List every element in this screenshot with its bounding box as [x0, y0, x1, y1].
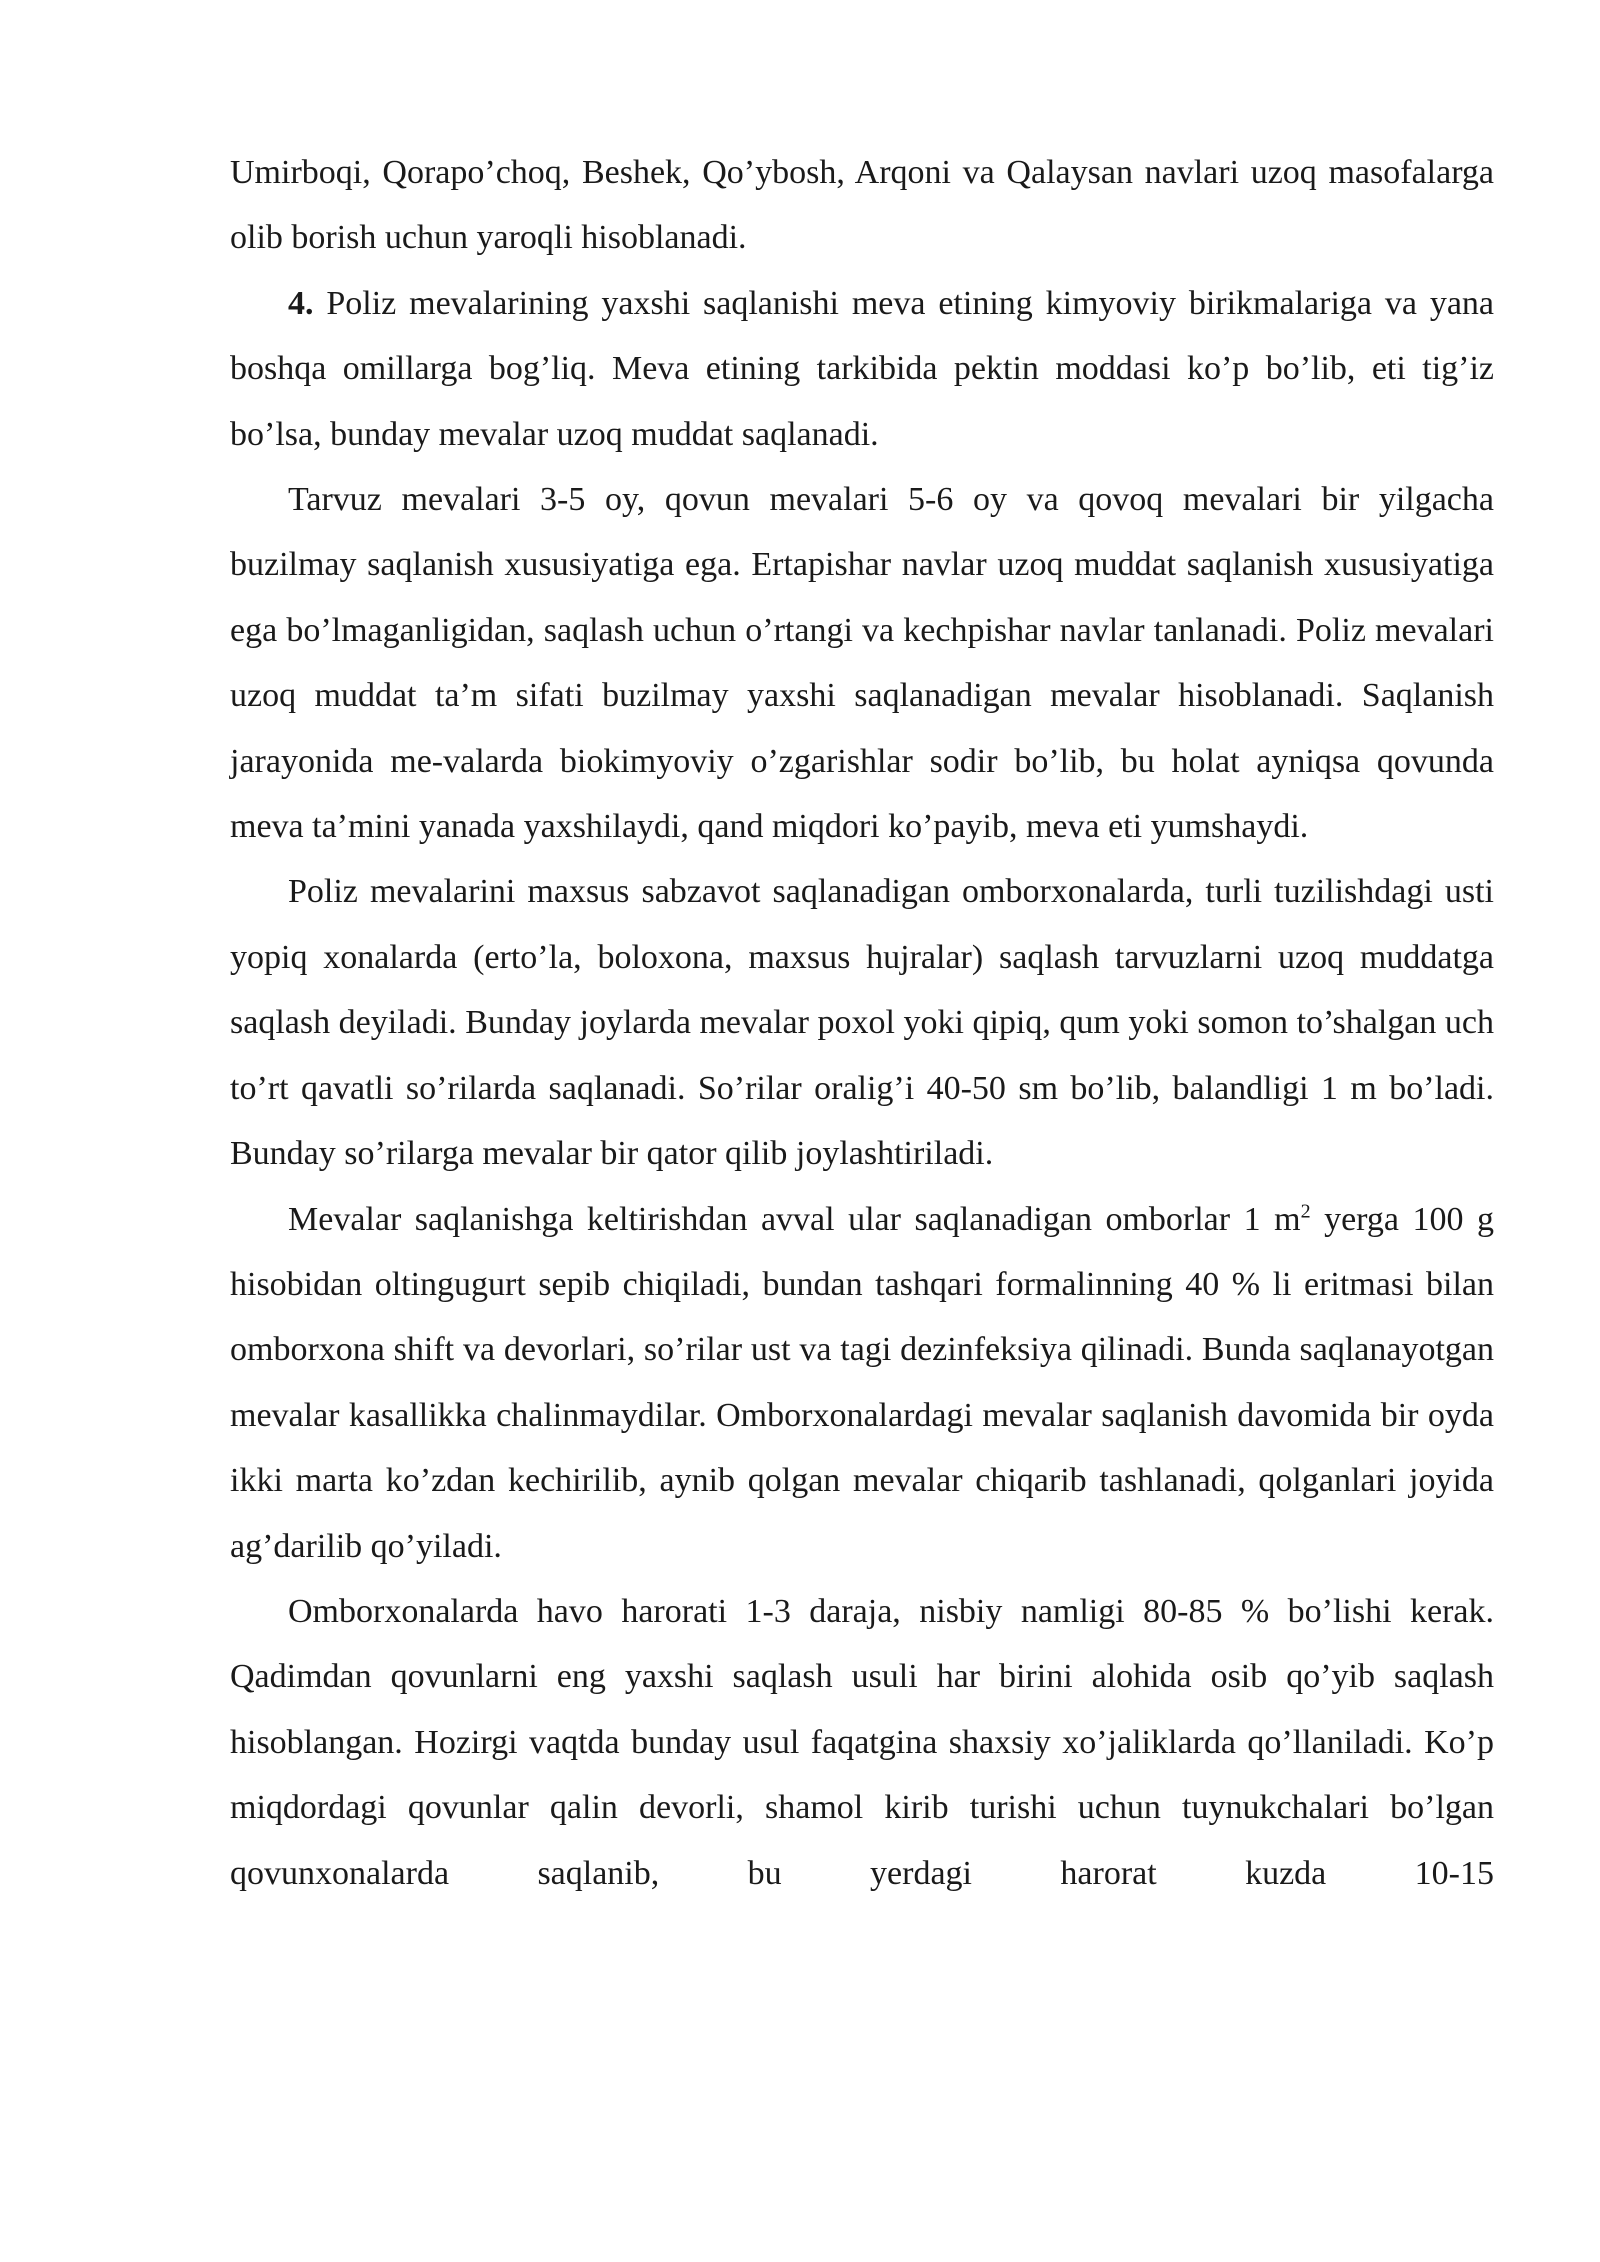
paragraph-2-text: Poliz mevalarining yaxshi saqlanishi meva etining kimyoviy birikmalariga va yana boshqa omillarga bog’liq. Meva etining tarkibida pektin moddasi ko’p bo’lib, eti tig’iz bo’lsa, bunday mevalar uzoq muddat saqlanadi. [230, 284, 1494, 453]
paragraph-1: Umirboqi, Qorapo’choq, Beshek, Qo’ybosh, Arqoni va Qalaysan navlari uzoq masofalarga olib borish uchun yaroqli hisoblanadi. [230, 154, 1494, 257]
paragraph-5 [230, 1187, 1494, 1579]
paragraph-6: Omborxonalarda havo harorati 1-3 daraja, nisbiy namligi 80-85 % bo’lishi kerak. Qadimdan qovunlarni eng yaxshi saqlash usuli har birini alohida osib qo’yib saqlash hisoblangan. Hozirgi vaqtda bunday usul faqatgina shaxsiy xo’jaliklarda qo’llaniladi. Ko’p miqdordagi qovunlar qalin devorli, shamol kirib turishi uchun tuynukchalari bo’lgan qovunxonalarda saqlanib, bu yerdagi harorat kuzda 10-15 [230, 1592, 1494, 1892]
paragraph-5-text-a: Mevalar saqlanishga keltirishdan avval ular saqlanadigan omborlar 1 m [288, 1200, 1301, 1238]
paragraph-5-text-b: yerga 100 g hisobidan oltingugurt sepib chiqiladi, bundan tashqari formalinning 40 % li eritmasi bilan omborxona shift va devorlari, so’rilar ust va tagi dezinfeksiya qilinadi. Bunda saqlanayotgan mevalar kasallikka chalinmaydilar. Omborxonalardagi mevalar saqlanish davomida bir oyda ikki marta ko’zdan kechirilib, aynib qolgan mevalar chiqarib tashlanadi, qolganlari joyida ag’darilib qo’yiladi. [230, 1200, 1494, 1565]
paragraph-3: Tarvuz mevalari 3-5 oy, qovun mevalari 5-6 oy va qovoq mevalari bir yilgacha buzilmay saqlanish xususiyatiga ega. Ertapishar navlar uzoq muddat saqlanish xususiyatiga ega bo’lmaganligidan, saqlash uchun o’rtangi va kechpishar navlar tanlanadi. Poliz mevalari uzoq muddat ta’m sifati buzilmay yaxshi saqlanadigan mevalar hisoblanadi. Saqlanish jarayonida me-valarda biokimyoviy o’zgarishlar sodir bo’lib, bu holat ayniqsa qovunda meva ta’mini yanada yaxshilaydi, qand miqdori ko’payib, meva eti yumshaydi. [230, 481, 1494, 846]
superscript-exponent: 2 [1300, 1200, 1311, 1223]
document-page [230, 140, 1494, 1906]
paragraph-2 [230, 271, 1494, 467]
paragraph-4: Poliz mevalarini maxsus sabzavot saqlanadigan omborxonalarda, turli tuzilishdagi usti yopiq xonalarda (erto’la, boloxona, maxsus hujralar) saqlash tarvuzlarni uzoq muddatga saqlash deyiladi. Bunday joylarda mevalar poxol yoki qipiq, qum yoki somon to’shalgan uch to’rt qavatli so’rilarda saqlanadi. So’rilar oralig’i 40-50 sm bo’lib, balandligi 1 m bo’ladi. Bunday so’rilarga mevalar bir qator qilib joylashtiriladi. [230, 873, 1494, 1173]
section-number: 4. [288, 284, 314, 322]
